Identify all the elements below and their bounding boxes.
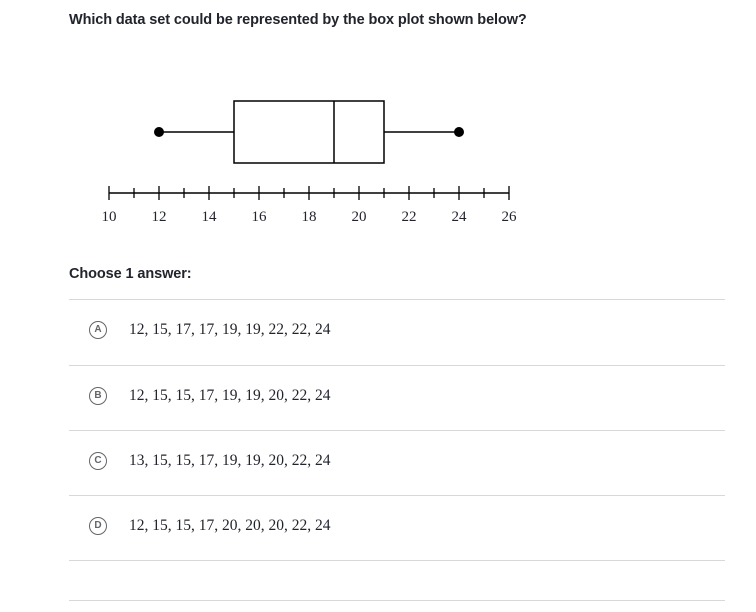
tick-label: 24 bbox=[451, 209, 467, 225]
choice-text: 12, 15, 15, 17, 19, 19, 20, 22, 24 bbox=[129, 387, 331, 404]
tick-label: 10 bbox=[101, 209, 117, 225]
tick-label: 26 bbox=[501, 209, 517, 225]
question-text: Which data set could be represented by the box plot shown below? bbox=[69, 12, 527, 28]
choice-letter-badge: C bbox=[89, 452, 107, 470]
choice-d[interactable] bbox=[69, 496, 725, 558]
tick-label: 14 bbox=[201, 209, 217, 225]
choice-text: 13, 15, 15, 17, 19, 19, 20, 22, 24 bbox=[129, 452, 331, 469]
choose-answer-label: Choose 1 answer: bbox=[69, 266, 192, 282]
maximum-point bbox=[454, 127, 464, 137]
choice-text: 12, 15, 15, 17, 20, 20, 20, 22, 24 bbox=[129, 517, 331, 534]
minimum-point bbox=[154, 127, 164, 137]
choice-b[interactable] bbox=[69, 366, 725, 428]
tick-label: 22 bbox=[401, 209, 417, 225]
choice-letter-badge: B bbox=[89, 387, 107, 405]
tick-label: 12 bbox=[151, 209, 167, 225]
interquartile-box bbox=[234, 101, 384, 163]
choice-text: 12, 15, 17, 17, 19, 19, 22, 22, 24 bbox=[129, 321, 331, 338]
box-and-whisker bbox=[154, 101, 464, 163]
tick-label: 16 bbox=[251, 209, 267, 225]
choice-letter-badge: A bbox=[89, 321, 107, 339]
tick-label: 20 bbox=[351, 209, 367, 225]
number-line bbox=[102, 186, 518, 225]
choice-letter-badge: D bbox=[89, 517, 107, 535]
tick-label: 18 bbox=[301, 209, 317, 225]
box-plot bbox=[0, 0, 756, 250]
divider bbox=[69, 600, 725, 601]
divider bbox=[69, 560, 725, 561]
choice-c[interactable] bbox=[69, 431, 725, 493]
choice-a[interactable] bbox=[69, 300, 725, 362]
